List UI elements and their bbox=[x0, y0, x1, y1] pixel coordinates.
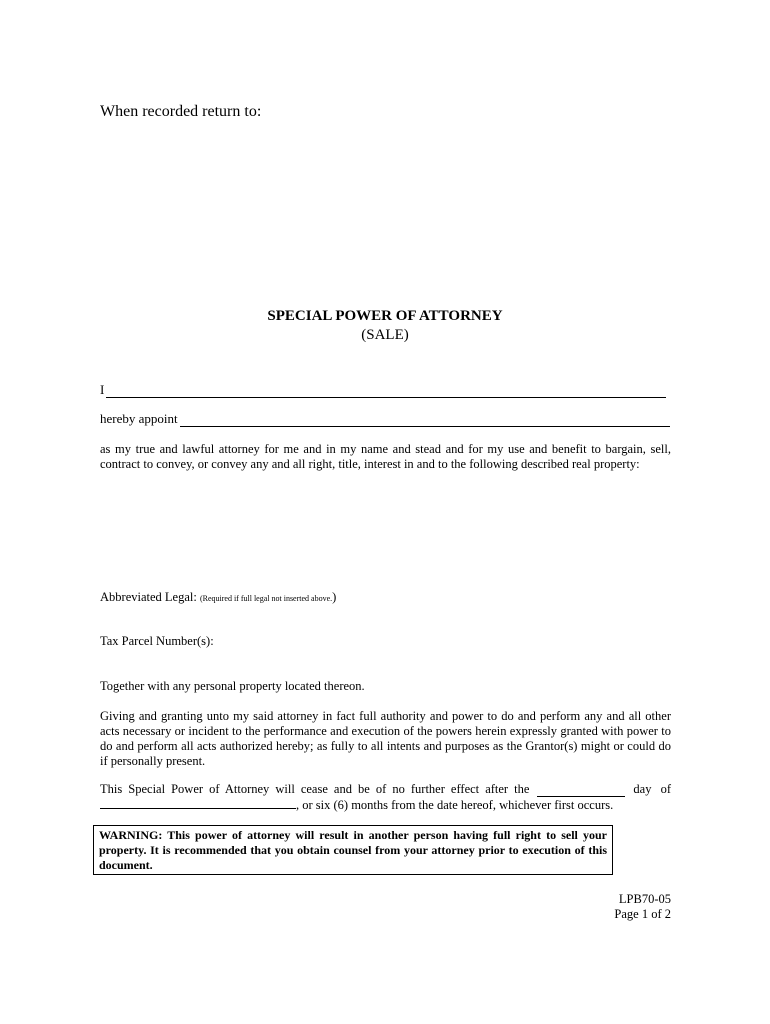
cease-text-1: This Special Power of Attorney will cease and be of no further effect after the bbox=[100, 782, 530, 796]
abbreviated-legal-line bbox=[100, 590, 671, 606]
document-title: SPECIAL POWER OF ATTORNEY bbox=[267, 308, 503, 324]
warning-box: WARNING: This power of attorney will result in another person having full right to sell your property. It is recommended that you obtain counsel from your attorney prior to execution of this document. bbox=[93, 825, 613, 875]
page-number: Page 1 of 2 bbox=[614, 907, 671, 921]
giving-granting-paragraph: Giving and granting unto my said attorney in fact full authority and power to do and perform any and all other acts necessary or incident to the performance and execution of the powers herein expressly granted with power to do and perform all acts authorized hereby; as fully to all intents and purposes as the Grantor(s) might or could do if personally present. bbox=[100, 709, 671, 768]
cease-day-blank[interactable] bbox=[537, 785, 625, 797]
recorded-return-label: When recorded return to: bbox=[100, 103, 262, 120]
appoint-prefix: hereby appoint bbox=[100, 411, 178, 426]
grantor-name-blank[interactable] bbox=[106, 385, 666, 398]
appointee-name-blank[interactable] bbox=[180, 414, 670, 427]
together-paragraph: Together with any personal property located thereon. bbox=[100, 679, 365, 693]
form-number: LPB70-05 bbox=[618, 892, 671, 906]
tax-parcel-label: Tax Parcel Number(s): bbox=[100, 634, 214, 648]
grantor-prefix: I bbox=[100, 382, 105, 397]
abbreviated-legal-close: ) bbox=[332, 590, 337, 604]
cease-text-3: , or six (6) months from the date hereof, whichever first occurs. bbox=[296, 798, 614, 812]
cease-text-2: day of bbox=[633, 782, 671, 796]
abbreviated-legal-label: Abbreviated Legal: bbox=[100, 590, 200, 604]
cease-month-year-blank[interactable] bbox=[100, 797, 296, 809]
abbreviated-legal-note: (Required if full legal not inserted above. bbox=[199, 594, 333, 603]
page-footer bbox=[560, 892, 671, 922]
lawful-attorney-paragraph: as my true and lawful attorney for me and in my name and stead and for my use and benefit to bargain, sell, contract to convey, or convey any and all right, title, interest in and to the following described real property: bbox=[100, 442, 671, 471]
document-subtitle: (SALE) bbox=[361, 327, 409, 343]
cease-paragraph bbox=[100, 782, 671, 813]
appointee-line bbox=[100, 411, 670, 427]
grantor-line bbox=[100, 382, 666, 398]
